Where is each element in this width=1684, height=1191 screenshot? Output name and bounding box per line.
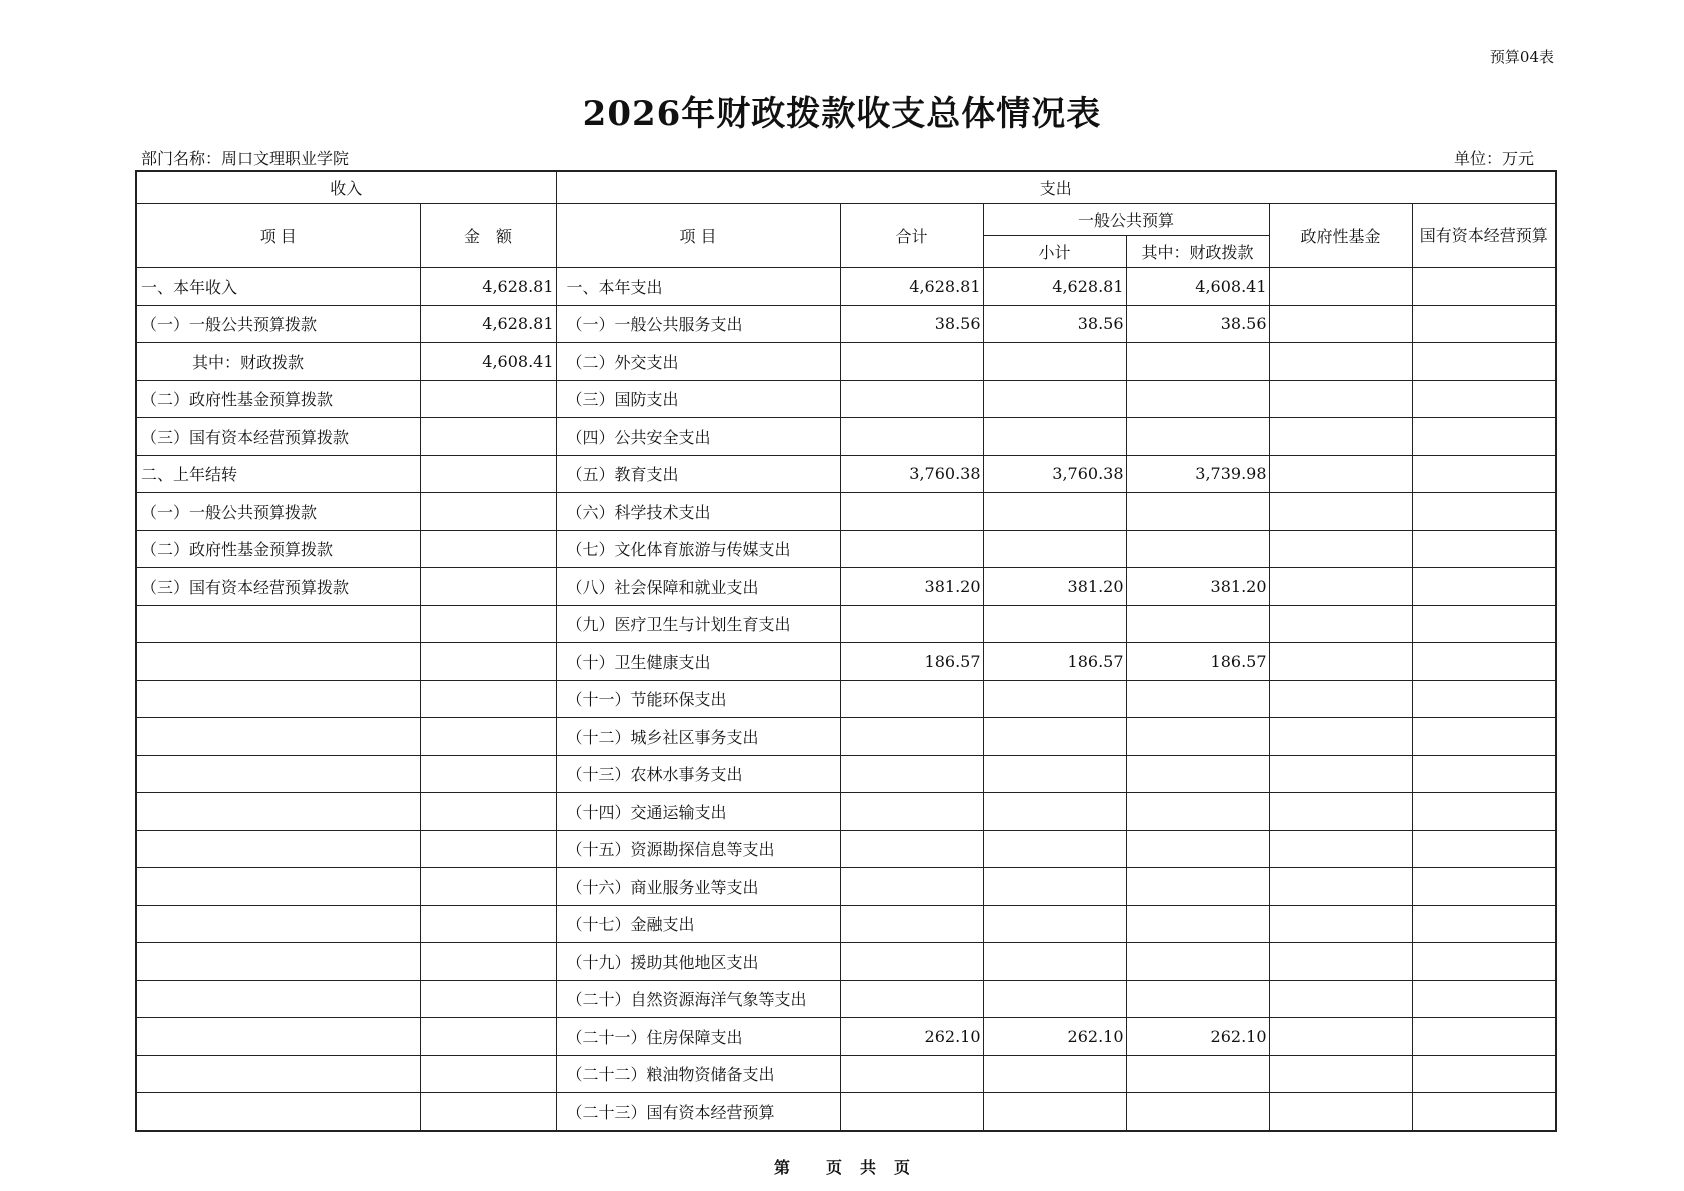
- income-item-cell: [136, 943, 420, 981]
- general-subtotal-cell: [983, 943, 1126, 981]
- expense-total-cell: [840, 718, 983, 756]
- income-item-cell: （二）政府性基金预算拨款: [136, 530, 420, 568]
- gov-fund-amount-cell: [1269, 268, 1412, 306]
- table-row: [136, 455, 1556, 493]
- footer-di: 第: [773, 1158, 790, 1177]
- general-subtotal-cell: [983, 793, 1126, 831]
- fiscal-amount-cell: [1126, 868, 1269, 906]
- expense-total-cell: [840, 380, 983, 418]
- expense-total-cell: [840, 755, 983, 793]
- form-number: 预算04表: [1489, 48, 1554, 66]
- fiscal-amount-cell: 262.10: [1126, 1018, 1269, 1056]
- state-capital-amount-cell: [1412, 380, 1556, 418]
- expense-total-cell: [840, 830, 983, 868]
- state-capital-amount-cell: [1412, 718, 1556, 756]
- expense-total-cell: 186.57: [840, 643, 983, 681]
- expense-item-cell: （四）公共安全支出: [556, 418, 840, 456]
- general-subtotal-cell: [983, 680, 1126, 718]
- fiscal-amount-cell: [1126, 1055, 1269, 1093]
- fiscal-amount-cell: 4,608.41: [1126, 268, 1269, 306]
- income-amount-cell: [420, 793, 556, 831]
- general-subtotal-cell: [983, 343, 1126, 381]
- income-amount-cell: 4,628.81: [420, 305, 556, 343]
- general-subtotal-cell: [983, 605, 1126, 643]
- state-capital-amount-cell: [1412, 530, 1556, 568]
- table-row: [136, 905, 1556, 943]
- subtotal-header: 小计: [983, 236, 1126, 268]
- expense-item-cell: （六）科学技术支出: [556, 493, 840, 531]
- gov-fund-amount-cell: [1269, 755, 1412, 793]
- expense-item-cell: （二十二）粮油物资储备支出: [556, 1055, 840, 1093]
- unit-label: 单位：万元: [1453, 149, 1534, 168]
- gov-fund-amount-cell: [1269, 455, 1412, 493]
- gov-fund-amount-cell: [1269, 380, 1412, 418]
- expense-total-cell: 262.10: [840, 1018, 983, 1056]
- table-row: [136, 1055, 1556, 1093]
- fiscal-amount-cell: [1126, 1093, 1269, 1131]
- gov-fund-amount-cell: [1269, 643, 1412, 681]
- state-capital-amount-cell: [1412, 1093, 1556, 1131]
- fiscal-amount-cell: [1126, 905, 1269, 943]
- expense-item-cell: （七）文化体育旅游与传媒支出: [556, 530, 840, 568]
- income-amount-cell: [420, 830, 556, 868]
- state-capital-amount-cell: [1412, 830, 1556, 868]
- gov-fund-amount-cell: [1269, 905, 1412, 943]
- table-row: [136, 1018, 1556, 1056]
- income-item-cell: [136, 980, 420, 1018]
- income-amount-cell: [420, 718, 556, 756]
- gov-fund-amount-cell: [1269, 305, 1412, 343]
- expense-total-cell: [840, 943, 983, 981]
- income-item-cell: [136, 793, 420, 831]
- state-capital-amount-cell: [1412, 905, 1556, 943]
- expense-item-cell: （九）医疗卫生与计划生育支出: [556, 605, 840, 643]
- income-amount-cell: [420, 905, 556, 943]
- state-capital-amount-cell: [1412, 605, 1556, 643]
- gov-fund-amount-cell: [1269, 793, 1412, 831]
- income-amount-cell: [420, 1093, 556, 1131]
- table-row: [136, 793, 1556, 831]
- income-item-cell: [136, 1093, 420, 1131]
- page-footer: [0, 1155, 1684, 1178]
- table-row: [136, 718, 1556, 756]
- table-row: [136, 643, 1556, 681]
- general-subtotal-cell: 381.20: [983, 568, 1126, 606]
- expense-total-cell: [840, 1093, 983, 1131]
- fiscal-amount-cell: [1126, 380, 1269, 418]
- footer-ye: 页: [825, 1158, 842, 1177]
- income-item-cell: [136, 868, 420, 906]
- general-subtotal-cell: [983, 530, 1126, 568]
- state-capital-amount-cell: [1412, 643, 1556, 681]
- table-row: [136, 268, 1556, 306]
- state-capital-amount-cell: [1412, 305, 1556, 343]
- state-capital-amount-cell: [1412, 268, 1556, 306]
- income-amount-header: 金 额: [420, 204, 556, 268]
- expense-item-cell: 一、本年支出: [556, 268, 840, 306]
- expense-total-cell: [840, 1055, 983, 1093]
- expense-total-cell: [840, 980, 983, 1018]
- table-row: [136, 755, 1556, 793]
- income-item-cell: （二）政府性基金预算拨款: [136, 380, 420, 418]
- state-capital-amount-cell: [1412, 1055, 1556, 1093]
- expense-total-cell: [840, 493, 983, 531]
- general-subtotal-cell: [983, 380, 1126, 418]
- gov-fund-amount-cell: [1269, 680, 1412, 718]
- gov-fund-amount-cell: [1269, 718, 1412, 756]
- table-row: [136, 418, 1556, 456]
- income-amount-cell: 4,608.41: [420, 343, 556, 381]
- fiscal-amount-cell: 3,739.98: [1126, 455, 1269, 493]
- expense-total-cell: 381.20: [840, 568, 983, 606]
- expense-total-cell: [840, 868, 983, 906]
- general-subtotal-cell: [983, 980, 1126, 1018]
- general-subtotal-cell: [983, 1055, 1126, 1093]
- expense-item-cell: （二）外交支出: [556, 343, 840, 381]
- expense-total-cell: [840, 793, 983, 831]
- income-amount-cell: [420, 980, 556, 1018]
- state-capital-amount-cell: [1412, 680, 1556, 718]
- expense-total-cell: 3,760.38: [840, 455, 983, 493]
- state-capital-amount-cell: [1412, 455, 1556, 493]
- expense-item-cell: （二十一）住房保障支出: [556, 1018, 840, 1056]
- general-subtotal-cell: [983, 493, 1126, 531]
- general-subtotal-cell: [983, 418, 1126, 456]
- fiscal-amount-cell: [1126, 530, 1269, 568]
- fiscal-amount-cell: [1126, 830, 1269, 868]
- income-item-cell: 其中：财政拨款: [136, 343, 420, 381]
- gov-fund-amount-cell: [1269, 568, 1412, 606]
- table-row: [136, 493, 1556, 531]
- general-subtotal-cell: [983, 868, 1126, 906]
- general-subtotal-cell: [983, 905, 1126, 943]
- gov-fund-header: 政府性基金: [1269, 204, 1412, 268]
- fiscal-amount-cell: [1126, 343, 1269, 381]
- state-capital-amount-cell: [1412, 868, 1556, 906]
- income-amount-cell: [420, 605, 556, 643]
- fiscal-amount-cell: [1126, 680, 1269, 718]
- gov-fund-amount-cell: [1269, 1055, 1412, 1093]
- income-item-cell: [136, 1018, 420, 1056]
- general-subtotal-cell: [983, 718, 1126, 756]
- gov-fund-amount-cell: [1269, 343, 1412, 381]
- expense-item-cell: （五）教育支出: [556, 455, 840, 493]
- income-item-cell: [136, 718, 420, 756]
- general-subtotal-cell: 38.56: [983, 305, 1126, 343]
- income-item-cell: 一、本年收入: [136, 268, 420, 306]
- expense-item-header: 项 目: [556, 204, 840, 268]
- state-capital-amount-cell: [1412, 943, 1556, 981]
- gov-fund-amount-cell: [1269, 868, 1412, 906]
- fiscal-amount-cell: [1126, 793, 1269, 831]
- table-row: [136, 568, 1556, 606]
- income-item-cell: [136, 643, 420, 681]
- expense-total-cell: [840, 418, 983, 456]
- expense-item-cell: （十六）商业服务业等支出: [556, 868, 840, 906]
- state-capital-amount-cell: [1412, 568, 1556, 606]
- gov-fund-amount-cell: [1269, 530, 1412, 568]
- income-item-cell: [136, 680, 420, 718]
- table-row: [136, 1093, 1556, 1131]
- general-subtotal-cell: 3,760.38: [983, 455, 1126, 493]
- income-header: 收入: [136, 171, 556, 204]
- state-capital-amount-cell: [1412, 1018, 1556, 1056]
- table-row: [136, 605, 1556, 643]
- expense-total-cell: 38.56: [840, 305, 983, 343]
- income-item-cell: 二、上年结转: [136, 455, 420, 493]
- expense-total-cell: [840, 605, 983, 643]
- expense-item-cell: （十）卫生健康支出: [556, 643, 840, 681]
- state-capital-amount-cell: [1412, 980, 1556, 1018]
- income-item-cell: （三）国有资本经营预算拨款: [136, 418, 420, 456]
- income-item-cell: [136, 1055, 420, 1093]
- page-title: 2026年财政拨款收支总体情况表: [582, 94, 1102, 134]
- expense-item-cell: （八）社会保障和就业支出: [556, 568, 840, 606]
- expense-item-cell: （十九）援助其他地区支出: [556, 943, 840, 981]
- general-subtotal-cell: 186.57: [983, 643, 1126, 681]
- table-row: [136, 305, 1556, 343]
- income-item-cell: [136, 605, 420, 643]
- gov-fund-amount-cell: [1269, 1018, 1412, 1056]
- expense-total-cell: [840, 905, 983, 943]
- general-subtotal-cell: 4,628.81: [983, 268, 1126, 306]
- expense-total-cell: [840, 530, 983, 568]
- fiscal-amount-cell: [1126, 605, 1269, 643]
- income-item-cell: （一）一般公共预算拨款: [136, 305, 420, 343]
- income-item-cell: [136, 905, 420, 943]
- state-capital-amount-cell: [1412, 418, 1556, 456]
- expense-header: 支出: [556, 171, 1556, 204]
- gov-fund-amount-cell: [1269, 830, 1412, 868]
- income-amount-cell: [420, 380, 556, 418]
- fiscal-amount-cell: [1126, 755, 1269, 793]
- income-amount-cell: [420, 1018, 556, 1056]
- income-amount-cell: [420, 530, 556, 568]
- general-subtotal-cell: [983, 755, 1126, 793]
- income-amount-cell: 4,628.81: [420, 268, 556, 306]
- expense-item-cell: （十三）农林水事务支出: [556, 755, 840, 793]
- footer-gong: 共: [860, 1158, 877, 1177]
- table-row: [136, 680, 1556, 718]
- expense-item-cell: （十四）交通运输支出: [556, 793, 840, 831]
- fiscal-amount-cell: [1126, 418, 1269, 456]
- income-item-cell: [136, 830, 420, 868]
- table-row: [136, 830, 1556, 868]
- expense-item-cell: （三）国防支出: [556, 380, 840, 418]
- fiscal-amount-cell: [1126, 980, 1269, 1018]
- state-capital-amount-cell: [1412, 755, 1556, 793]
- income-amount-cell: [420, 755, 556, 793]
- income-item-cell: （一）一般公共预算拨款: [136, 493, 420, 531]
- expense-item-cell: （二十三）国有资本经营预算: [556, 1093, 840, 1131]
- income-item-cell: （三）国有资本经营预算拨款: [136, 568, 420, 606]
- income-amount-cell: [420, 680, 556, 718]
- expense-total-cell: [840, 680, 983, 718]
- income-amount-cell: [420, 943, 556, 981]
- fiscal-amount-cell: [1126, 943, 1269, 981]
- fiscal-amount-cell: 381.20: [1126, 568, 1269, 606]
- fiscal-amount-cell: [1126, 718, 1269, 756]
- table-row: [136, 380, 1556, 418]
- expense-item-cell: （二十）自然资源海洋气象等支出: [556, 980, 840, 1018]
- state-capital-amount-cell: [1412, 493, 1556, 531]
- expense-item-cell: （十一）节能环保支出: [556, 680, 840, 718]
- fiscal-header: 其中：财政拨款: [1126, 236, 1269, 268]
- table-row: [136, 980, 1556, 1018]
- fiscal-amount-cell: 186.57: [1126, 643, 1269, 681]
- department-label: 部门名称：周口文理职业学院: [141, 149, 350, 168]
- expense-item-cell: （一）一般公共服务支出: [556, 305, 840, 343]
- income-item-header: 项 目: [136, 204, 420, 268]
- gov-fund-amount-cell: [1269, 1093, 1412, 1131]
- table-row: [136, 943, 1556, 981]
- gov-fund-amount-cell: [1269, 493, 1412, 531]
- state-capital-header: 国有资本经营预算: [1412, 204, 1556, 268]
- expense-item-cell: （十七）金融支出: [556, 905, 840, 943]
- expense-total-cell: 4,628.81: [840, 268, 983, 306]
- general-subtotal-cell: [983, 1093, 1126, 1131]
- general-budget-header: 一般公共预算: [983, 204, 1269, 236]
- total-header: 合计: [840, 204, 983, 268]
- income-amount-cell: [420, 493, 556, 531]
- income-amount-cell: [420, 418, 556, 456]
- state-capital-amount-cell: [1412, 343, 1556, 381]
- gov-fund-amount-cell: [1269, 980, 1412, 1018]
- expense-total-cell: [840, 343, 983, 381]
- income-item-cell: [136, 755, 420, 793]
- gov-fund-amount-cell: [1269, 418, 1412, 456]
- expense-item-cell: （十二）城乡社区事务支出: [556, 718, 840, 756]
- footer-ye2: 页: [894, 1158, 911, 1177]
- expense-item-cell: （十五）资源勘探信息等支出: [556, 830, 840, 868]
- state-capital-amount-cell: [1412, 793, 1556, 831]
- table-row: [136, 343, 1556, 381]
- general-subtotal-cell: 262.10: [983, 1018, 1126, 1056]
- gov-fund-amount-cell: [1269, 605, 1412, 643]
- income-amount-cell: [420, 1055, 556, 1093]
- income-amount-cell: [420, 568, 556, 606]
- gov-fund-amount-cell: [1269, 943, 1412, 981]
- budget-table: [135, 170, 1557, 1132]
- table-row: [136, 868, 1556, 906]
- table-row: [136, 530, 1556, 568]
- income-amount-cell: [420, 455, 556, 493]
- fiscal-amount-cell: [1126, 493, 1269, 531]
- general-subtotal-cell: [983, 830, 1126, 868]
- income-amount-cell: [420, 868, 556, 906]
- income-amount-cell: [420, 643, 556, 681]
- fiscal-amount-cell: 38.56: [1126, 305, 1269, 343]
